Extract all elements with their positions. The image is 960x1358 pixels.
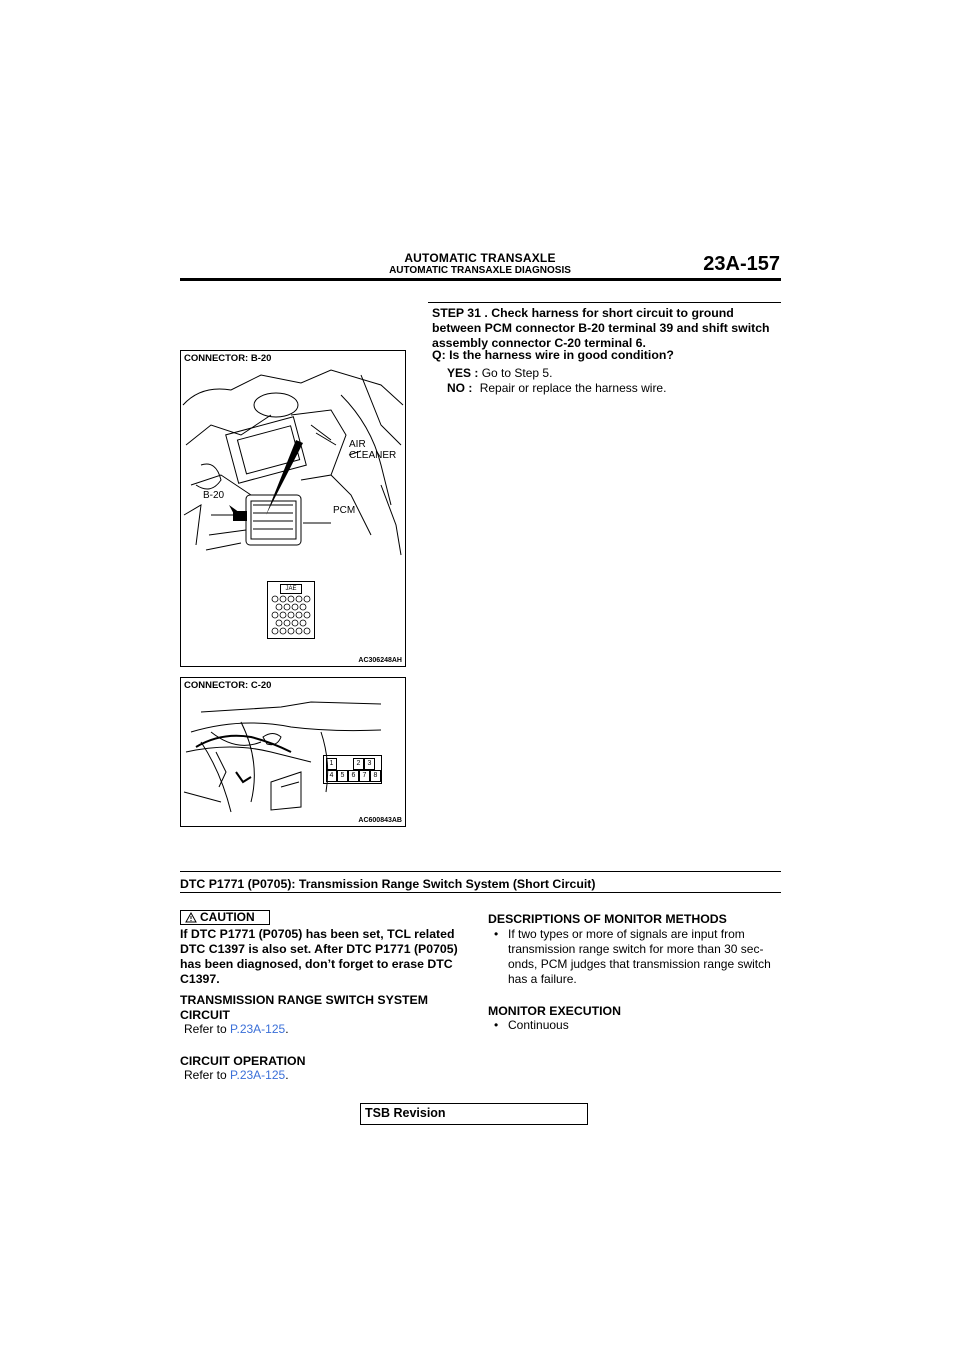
answer-yes-text: Go to Step 5. xyxy=(481,366,553,380)
figure-connector-c20 xyxy=(180,677,406,827)
operation-heading: CIRCUIT OPERATION xyxy=(180,1054,306,1068)
monitor-methods-heading: DESCRIPTIONS OF MONITOR METHODS xyxy=(488,912,727,926)
pin-7: 7 xyxy=(359,770,370,782)
connector-c20-bottom-row xyxy=(326,770,381,782)
monitor-exec-heading: MONITOR EXECUTION xyxy=(488,1004,621,1018)
caution-text: If DTC P1771 (P0705) has been set, TCL related DTC C1397 is also set. After DTC P1771 (P0705) has been diagnosed, don’t forget to erase DTC C1397. xyxy=(180,927,458,986)
step-question: Q: Is the harness wire in good condition? xyxy=(432,348,674,362)
circuit-link[interactable]: P.23A-125 xyxy=(230,1022,286,1036)
pin-1: 1 xyxy=(326,758,337,770)
tsb-revision-box xyxy=(360,1103,588,1125)
tsb-revision-label: TSB Revision xyxy=(365,1106,446,1120)
circuit-refer xyxy=(184,1022,289,1037)
monitor-exec-bullet-icon: • xyxy=(494,1018,499,1032)
label-b20: B-20 xyxy=(203,490,225,501)
label-cleaner: CLEANER xyxy=(349,450,397,461)
pin-4: 4 xyxy=(326,770,337,782)
operation-link[interactable]: P.23A-125 xyxy=(230,1068,286,1082)
answer-no xyxy=(447,381,666,395)
answer-yes-label: YES : xyxy=(447,366,479,380)
header-rule xyxy=(180,278,781,281)
pin-5: 5 xyxy=(337,770,348,782)
connector-c20-face xyxy=(323,755,382,784)
answer-no-label: NO : xyxy=(447,381,473,395)
figure1-title: CONNECTOR: B-20 xyxy=(184,353,272,364)
dtc-rule-top xyxy=(180,871,781,872)
connector-c20-top-row xyxy=(326,758,375,770)
step-rule xyxy=(428,302,781,303)
figure-connector-b20 xyxy=(180,350,406,667)
answer-yes xyxy=(447,366,552,380)
engine-bay-illustration xyxy=(181,365,405,565)
label-air: AIR xyxy=(349,439,366,450)
pin-2: 2 xyxy=(353,758,364,770)
label-jae: JAE xyxy=(280,584,302,594)
warning-triangle-icon xyxy=(185,912,197,923)
circuit-period: . xyxy=(285,1022,289,1036)
page-number: 23A-157 xyxy=(703,253,780,275)
pin-6: 6 xyxy=(348,770,359,782)
step-instruction: STEP 31 . Check harness for short circuit to ground between PCM connector B-20 terminal 39 and shift switch assembly connector C-20 terminal 6. xyxy=(432,306,770,350)
figure1-code: AC306248AH xyxy=(358,657,402,664)
monitor-methods-text: If two types or more of signals are input from transmission range switch for more than 30 sec-onds, PCM judges that transmission range switch has a failure. xyxy=(508,927,771,986)
connector-b20-face xyxy=(267,581,315,639)
dtc-rule-bottom xyxy=(180,892,781,893)
monitor-exec-text: Continuous xyxy=(508,1018,569,1032)
caution-label: CAUTION xyxy=(200,910,255,924)
operation-refer xyxy=(184,1068,289,1083)
label-pcm: PCM xyxy=(333,505,356,516)
operation-period: . xyxy=(285,1068,289,1082)
dtc-title: DTC P1771 (P0705): Transmission Range Switch System (Short Circuit) xyxy=(180,877,596,891)
connector-b20-pins xyxy=(269,594,313,636)
answer-no-text: Repair or replace the harness wire. xyxy=(479,381,667,395)
circuit-heading: TRANSMISSION RANGE SWITCH SYSTEM CIRCUIT xyxy=(180,993,428,1022)
header-subtitle: AUTOMATIC TRANSAXLE DIAGNOSIS xyxy=(389,265,571,276)
monitor-methods-bullet-icon: • xyxy=(494,927,499,941)
pin-8: 8 xyxy=(370,770,381,782)
pin-gap xyxy=(337,758,353,770)
header-title: AUTOMATIC TRANSAXLE xyxy=(404,251,556,265)
operation-refer-text: Refer to xyxy=(184,1068,227,1082)
figure2-title: CONNECTOR: C-20 xyxy=(184,680,272,691)
circuit-refer-text: Refer to xyxy=(184,1022,227,1036)
figure2-code: AC600843AB xyxy=(358,817,402,824)
pin-3: 3 xyxy=(364,758,375,770)
